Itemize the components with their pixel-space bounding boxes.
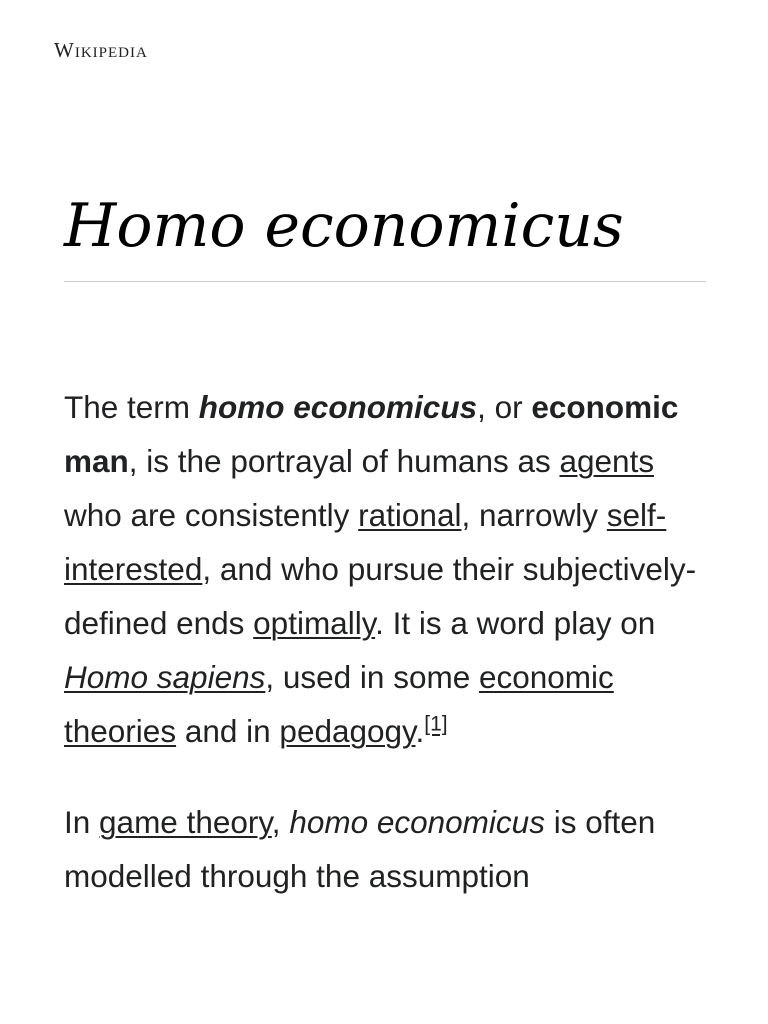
term-homo-economicus: homo economicus: [198, 389, 478, 425]
text: is often modelled through the assumption: [64, 804, 656, 894]
text: In: [64, 804, 100, 840]
text: . It is a word play on: [375, 605, 656, 641]
link-homo-sapiens[interactable]: [64, 659, 265, 695]
term-homo-economicus-italic: homo economicus: [289, 804, 545, 840]
reference-superscript: [424, 713, 447, 736]
title-divider: [64, 281, 706, 282]
link-agents[interactable]: agents: [559, 443, 655, 479]
text: , used in some: [265, 659, 479, 695]
link-rational[interactable]: rational: [358, 497, 462, 533]
text: .: [415, 713, 425, 749]
wikipedia-wordmark[interactable]: Wikipedia: [54, 38, 148, 62]
link-self-interested[interactable]: self-interested: [64, 497, 667, 587]
text: The term: [64, 389, 199, 425]
text: , and who pursue their subjectively-defined ends: [64, 551, 697, 641]
text: , narrowly: [461, 497, 607, 533]
term-economic-man: economic man: [64, 389, 679, 479]
game-theory-paragraph: [64, 795, 706, 903]
link-optimally[interactable]: optimally: [253, 605, 376, 641]
link-pedagogy[interactable]: pedagogy: [279, 713, 416, 749]
link-economic-theories[interactable]: economic theories: [64, 659, 614, 749]
text: and in: [176, 713, 280, 749]
text: , or: [477, 389, 532, 425]
article-body: [64, 380, 706, 940]
text: , is the portrayal of humans as: [128, 443, 560, 479]
link-homo-sapiens-label: Homo sapiens: [64, 659, 266, 695]
text: who are consistently: [64, 497, 359, 533]
reference-link-1[interactable]: [1]: [424, 712, 448, 736]
intro-paragraph: [64, 380, 706, 758]
text: ,: [271, 804, 290, 840]
page-title: Homo economicus: [64, 191, 624, 261]
link-game-theory[interactable]: game theory: [99, 804, 272, 840]
